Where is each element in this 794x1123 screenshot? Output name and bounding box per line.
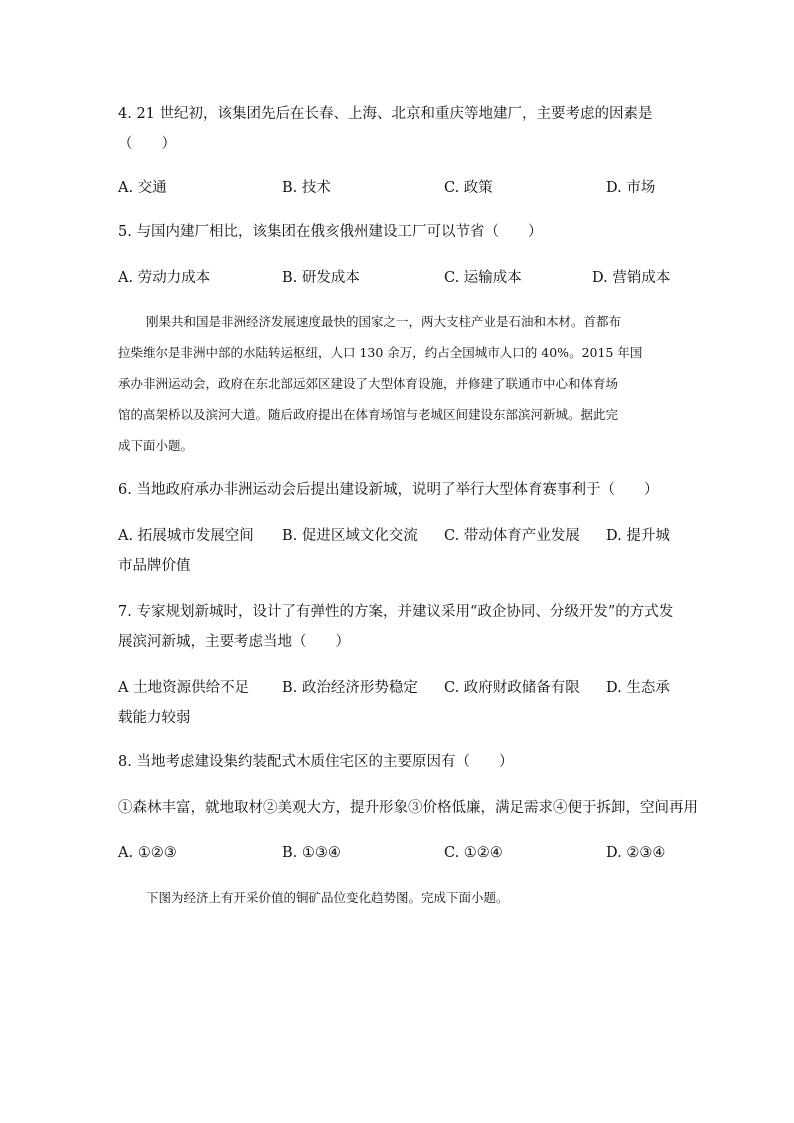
q7-stem-line1: 7. 专家规划新城时，设计了有弹性的方案，并建议采用“政企协同、分级开发”的方式发 [118,604,674,620]
q7-option-a: A 土地资源供给不足 [118,680,250,696]
passage-line: 拉柴维尔是非洲中部的水陆转运枢纽，人口 130 余万，约占全国城市人口的 40%。2015 年国 [118,345,643,360]
q6-option-d-wrap: 市品牌价值 [118,558,191,574]
q8-option-a: A. ①②③ [118,845,177,861]
q6-option-b: B. 促进区域文化交流 [282,528,418,544]
q8-option-b: B. ①③④ [282,845,341,861]
q4-option-a: A. 交通 [118,180,167,196]
q5-stem: 5. 与国内建厂相比，该集团在俄亥俄州建设工厂可以节省（ ） [118,224,543,240]
q4-option-c: C. 政策 [444,180,493,196]
q6-options [118,526,678,546]
q6-option-d: D. 提升城 [606,528,670,544]
q5-option-c: C. 运输成本 [444,270,522,286]
q7-options [118,678,678,698]
q7-option-b: B. 政治经济形势稳定 [282,680,418,696]
q7-option-c: C. 政府财政储备有限 [444,680,580,696]
q8-stem: 8. 当地考虑建设集约装配式木质住宅区的主要原因有（ ） [118,754,514,770]
q5-option-d: D. 营销成本 [592,270,671,286]
passage-congo [118,306,678,461]
passage-line: 刚果共和国是非洲经济发展速度最快的国家之一，两大支柱产业是石油和木材。首都布 [146,314,622,329]
passage-copper [118,882,678,913]
q6-option-c: C. 带动体育产业发展 [444,528,580,544]
q8-option-c: C. ①②④ [444,845,503,861]
q4-option-d: D. 市场 [606,180,656,196]
q5-option-a: A. 劳动力成本 [118,270,211,286]
q4-stem: 4. 21 世纪初，该集团先后在长春、上海、北京和重庆等地建厂，主要考虑的因素是 [118,106,653,122]
q7-option-d-wrap: 载能力较弱 [118,710,191,726]
q7-option-d: D. 生态承 [606,680,670,696]
passage-line: 馆的高架桥以及滨河大道。随后政府提出在体育场馆与老城区间建设东部滨河新城。据此完 [118,407,619,422]
passage-line: 成下面小题。 [118,438,194,453]
q8-choices: ①森林丰富，就地取材②美观大方，提升形象③价格低廉，满足需求④便于拆卸，空间再用 [118,800,698,816]
q5-option-b: B. 研发成本 [282,270,360,286]
passage-line: 下图为经济上有开采价值的铜矿品位变化趋势图。完成下面小题。 [146,890,509,905]
q8-option-d: D. ②③④ [606,845,666,861]
q4-options [118,178,678,198]
q6-option-a: A. 拓展城市发展空间 [118,528,254,544]
q6-stem: 6. 当地政府承办非洲运动会后提出建设新城，说明了举行大型体育赛事利于（ ） [118,482,659,498]
q5-options [118,268,678,288]
q8-options [118,843,678,863]
q7-stem-line2: 展滨河新城，主要考虑当地（ ） [118,634,350,650]
q4-blank: （ ） [118,136,176,152]
q4-option-b: B. 技术 [282,180,331,196]
passage-line: 承办非洲运动会，政府在东北部远郊区建设了大型体育设施，并修建了联通市中心和体育场 [118,376,619,391]
